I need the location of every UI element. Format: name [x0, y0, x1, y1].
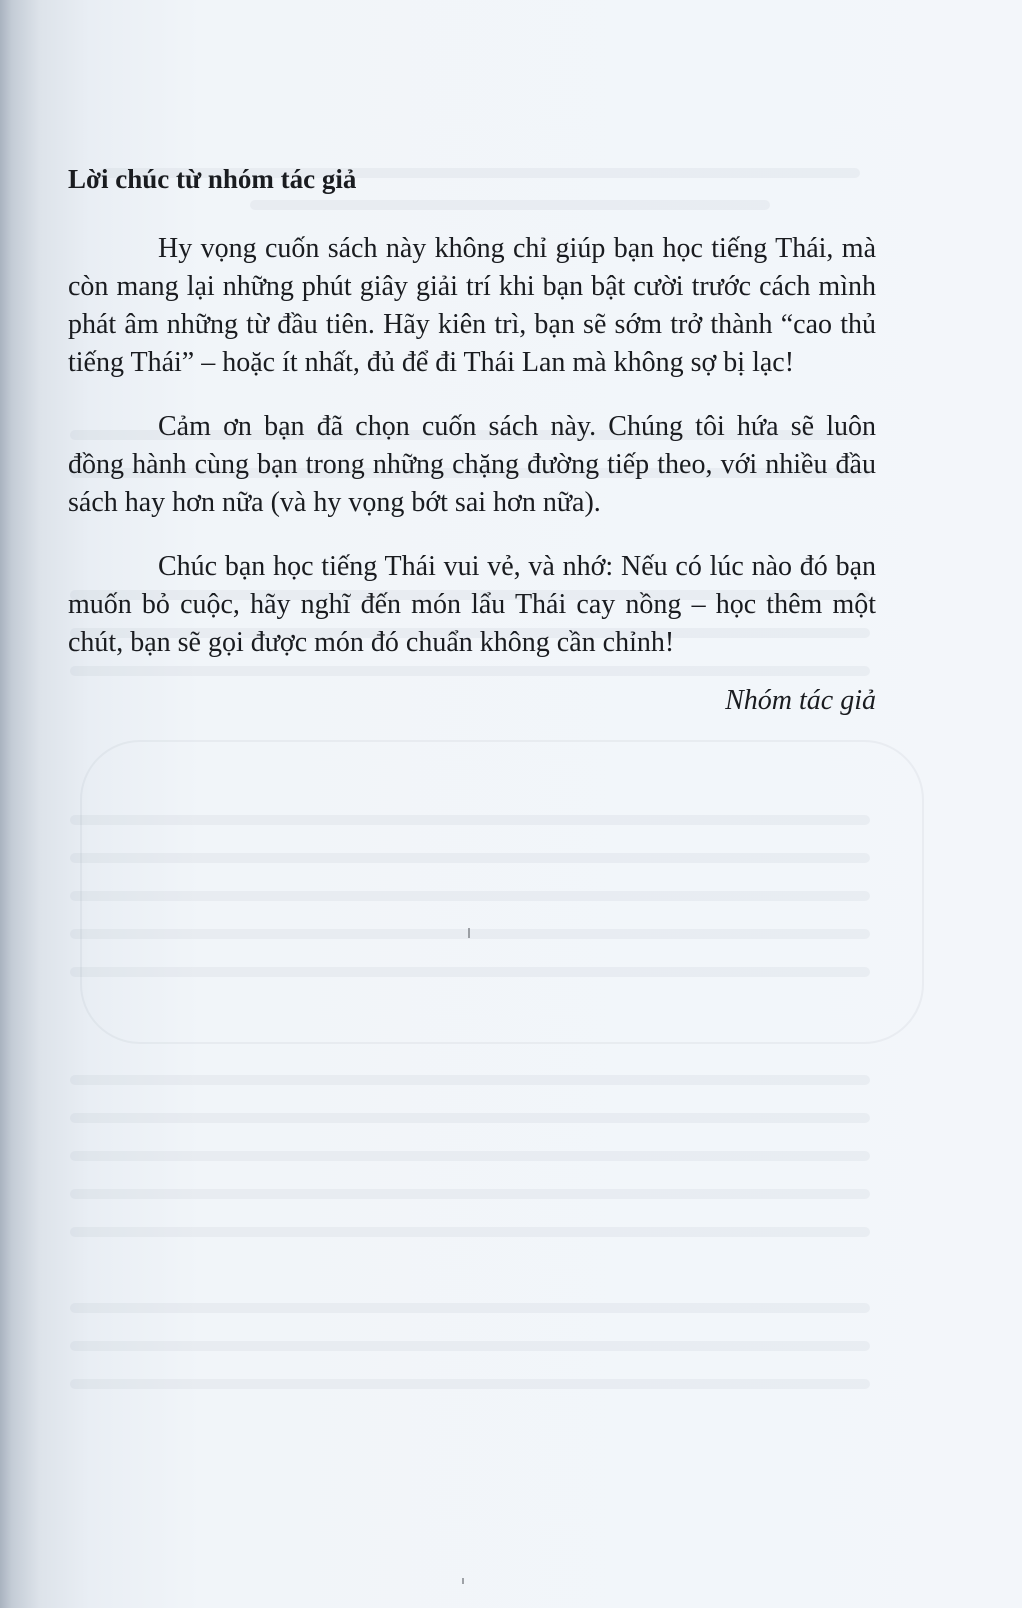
ghost-line — [70, 1379, 870, 1389]
ghost-line — [70, 1227, 870, 1237]
paragraph-3: Chúc bạn học tiếng Thái vui vẻ, và nhớ: Nếu có lúc nào đó bạn muốn bỏ cuộc, hãy nghĩ đến món lẩu Thái cay nồng – học thêm một chút, bạn sẽ gọi được món đó chuẩn không cần chỉnh! — [68, 551, 876, 658]
ghost-line — [70, 1113, 870, 1123]
ghost-box — [80, 740, 924, 1044]
ghost-line — [70, 891, 870, 901]
print-speck — [468, 928, 470, 938]
ghost-line — [70, 1075, 870, 1085]
ghost-line — [70, 1341, 870, 1351]
ghost-line — [70, 967, 870, 977]
author-signature: Nhóm tác giả — [725, 685, 876, 716]
ghost-line — [70, 1151, 870, 1161]
ghost-line — [70, 929, 870, 939]
ghost-line — [70, 815, 870, 825]
ghost-line — [70, 1303, 870, 1313]
paragraph-1: Hy vọng cuốn sách này không chỉ giúp bạn học tiếng Thái, mà còn mang lại những phút giây giải trí khi bạn bật cười trước cách mình phát âm những từ đầu tiên. Hãy kiên trì, bạn sẽ sớm trở thành “cao thủ tiếng Thái” – hoặc ít nhất, đủ để đi Thái Lan mà không sợ bị lạc! — [68, 233, 876, 378]
section-heading: Lời chúc từ nhóm tác giả — [68, 164, 357, 194]
paragraph-2: Cảm ơn bạn đã chọn cuốn sách này. Chúng tôi hứa sẽ luôn đồng hành cùng bạn trong những chặng đường tiếp theo, với nhiều đầu sách hay hơn nữa (và hy vọng bớt sai hơn nữa). — [68, 411, 876, 518]
ghost-line — [70, 853, 870, 863]
print-speck — [462, 1578, 464, 1584]
ghost-line — [70, 1189, 870, 1199]
page-content — [68, 160, 876, 720]
